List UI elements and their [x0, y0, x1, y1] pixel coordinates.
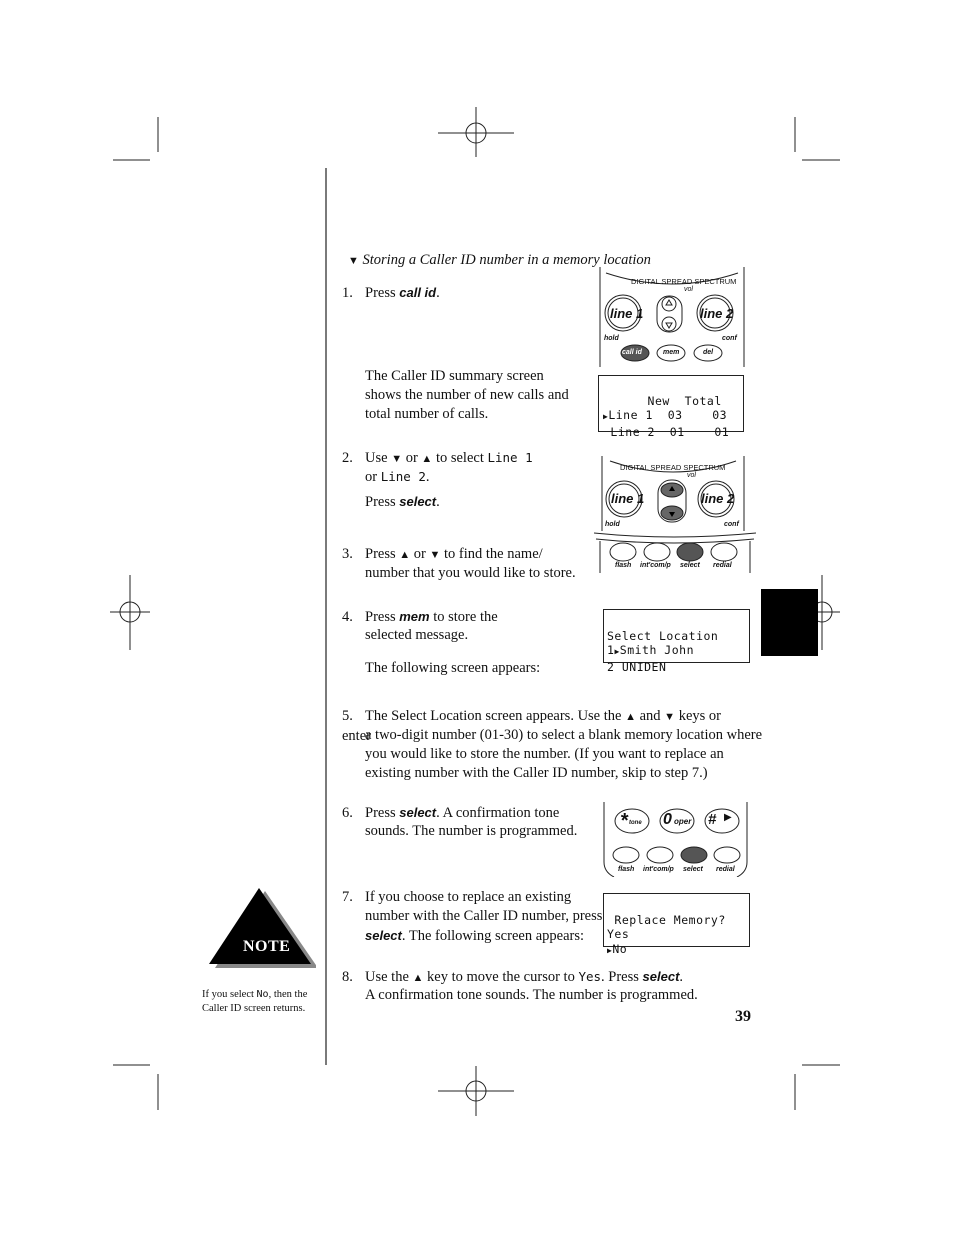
step-6: 6. Press select. A confirmation tone	[342, 805, 560, 821]
star-key[interactable]: *	[620, 810, 628, 832]
page-number: 39	[735, 1008, 751, 1025]
step-7-line3: select. The following screen appears:	[365, 928, 585, 944]
lcd-summary-screen: New Total ▶Line 1 03 03 Line 2 01 01	[598, 375, 744, 432]
cursor-arrow-icon: ▶	[603, 412, 609, 421]
mem-button[interactable]: mem	[663, 349, 680, 356]
step-3-line2: number that you would like to store.	[365, 565, 576, 581]
zero-key[interactable]: 0	[663, 811, 672, 828]
step-2-line2: or Line 2.	[365, 469, 430, 485]
cursor-arrow-icon: ▶	[607, 945, 613, 955]
step-4-line2: selected message.	[365, 627, 469, 643]
step-7-line2: number with the Caller ID number, press	[365, 908, 603, 924]
step-4: 4. Press mem to store the	[342, 609, 498, 625]
select-button[interactable]: select	[683, 866, 703, 873]
line-1-button[interactable]: line 1	[610, 306, 644, 321]
step-1-desc: The Caller ID summary screen shows the number of new calls and total number of calls.	[365, 368, 569, 422]
step-5-line2: a two-digit number (01-30) to select a blank memory location where	[365, 727, 763, 743]
step-2: 2. Use ▼ or ▲ to select Line 1	[342, 450, 533, 466]
step-5-line4: existing number with the Caller ID number, skip to step 7.)	[365, 765, 708, 781]
phone-keypad-2: DIGITAL SPREAD SPECTRUM vol line 1 line 2 hold conf flash int'com/p select redial	[594, 453, 756, 578]
cursor-arrow-icon: ▶	[614, 647, 620, 656]
down-triangle-icon: ▼	[391, 453, 403, 465]
up-triangle-icon: ▲	[625, 711, 636, 723]
step-8: 8. Use the ▲ key to move the cursor to Yes. Press select.	[342, 969, 684, 985]
line-2-button[interactable]: line 2	[700, 306, 734, 321]
del-button[interactable]: del	[703, 349, 714, 356]
down-triangle-icon: ▼	[664, 711, 676, 723]
intcom-button[interactable]: int'com/p	[640, 562, 671, 569]
flash-button[interactable]: flash	[615, 562, 632, 569]
step-1: 1. Press call id.	[342, 285, 440, 301]
lcd-replace-memory: Replace Memory? Yes ▶No	[603, 893, 750, 947]
down-triangle-icon: ▼	[348, 255, 359, 267]
phone-keypad-1: DIGITAL SPREAD SPECTRUM vol line 1 line 2 hold conf call id mem del	[598, 267, 746, 367]
redial-button[interactable]: redial	[716, 866, 735, 873]
flash-button[interactable]: flash	[618, 866, 635, 873]
note-label: NOTE	[243, 938, 291, 955]
up-triangle-icon: ▲	[412, 972, 424, 984]
step-2-press: Press select.	[365, 494, 440, 510]
phone-keypad-3: * tone 0 oper # ▶ flash int'com/p select redial	[600, 802, 750, 877]
lcd-select-location: Select Location 1▶Smith John 2 UNIDEN	[603, 609, 750, 663]
line-2-button[interactable]: line 2	[701, 491, 735, 506]
up-triangle-icon: ▲	[399, 549, 411, 561]
step-3: 3. Press ▲ or ▼ to find the name/	[342, 546, 543, 562]
select-button[interactable]: select	[680, 562, 700, 569]
play-arrow-icon: ▶	[724, 812, 732, 823]
step-8-line2: A confirmation tone sounds. The number is programmed.	[365, 987, 698, 1003]
step-6-line2: sounds. The number is programmed.	[365, 823, 578, 839]
step-5-line3: you would like to store the number. (If you want to replace an	[365, 746, 724, 762]
step-4-following: The following screen appears:	[365, 660, 541, 676]
down-triangle-icon: ▼	[429, 549, 441, 561]
hash-key[interactable]: #	[708, 811, 717, 828]
up-triangle-icon: ▲	[421, 453, 433, 465]
step-7: 7. If you choose to replace an existing	[342, 889, 572, 905]
note-text: If you select No, then the	[202, 989, 308, 1000]
redial-button[interactable]: redial	[713, 562, 732, 569]
line-1-button[interactable]: line 1	[611, 491, 645, 506]
section-heading: ▼ Storing a Caller ID number in a memory location	[348, 252, 651, 268]
intcom-button[interactable]: int'com/p	[643, 866, 674, 873]
step-5: 5. The Select Location screen appears. Use the ▲ and ▼ keys or enter	[342, 708, 721, 744]
call-id-button[interactable]: call id	[622, 349, 642, 356]
note-text-line2: Caller ID screen returns.	[202, 1003, 306, 1014]
